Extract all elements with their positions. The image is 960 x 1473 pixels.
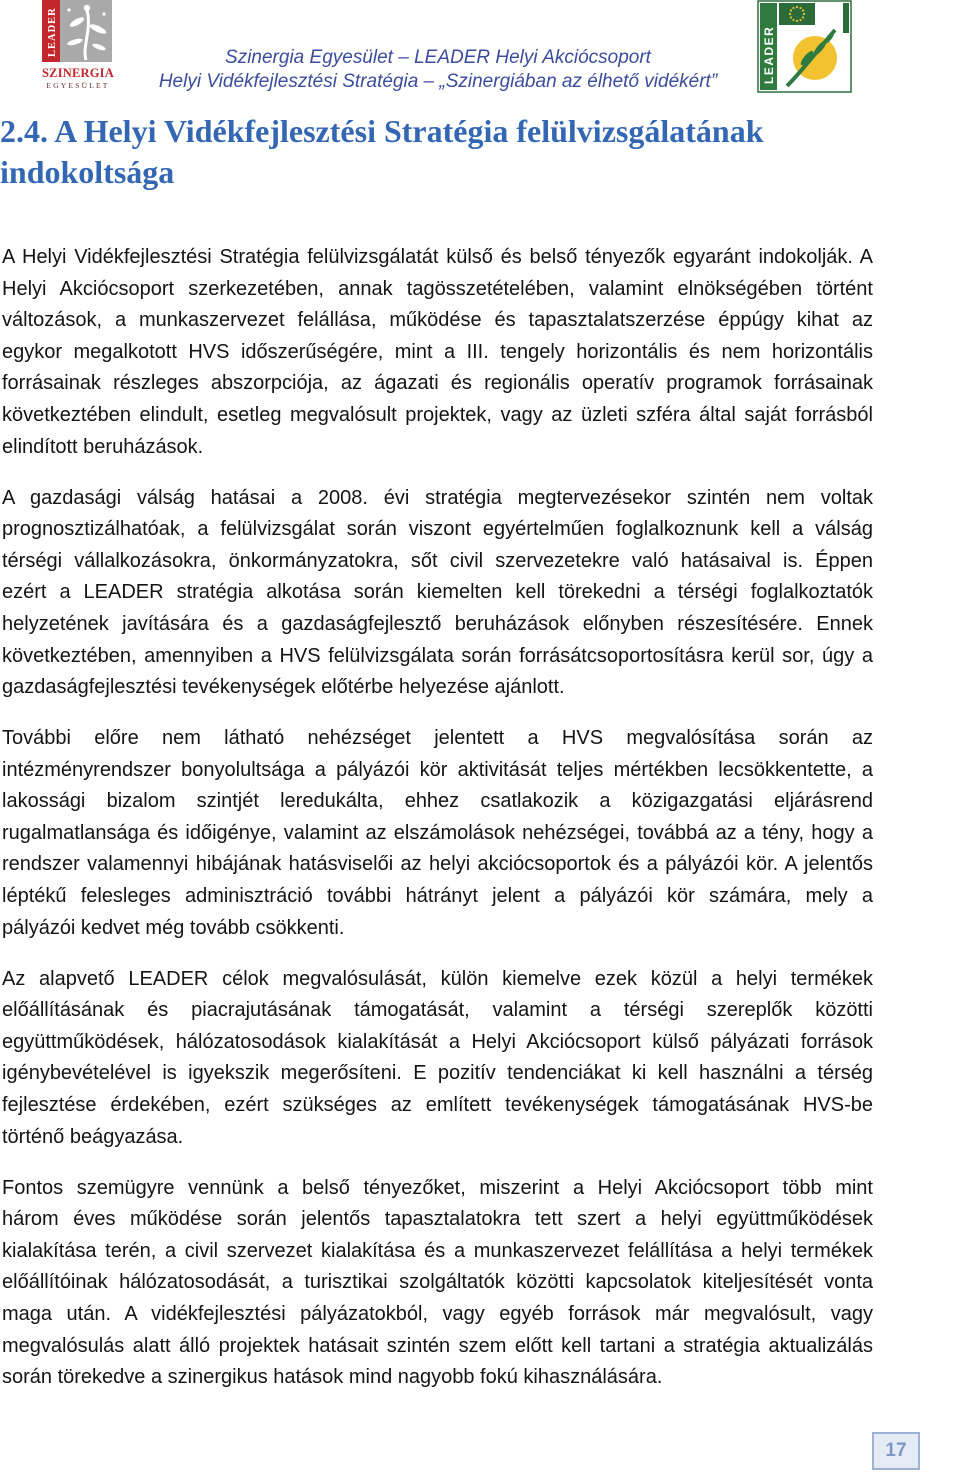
header-title-line-1: Szinergia Egyesület – LEADER Helyi Akciócsoport	[225, 47, 651, 68]
paragraph-line: pályázói kedvet még tovább csökkenti.	[2, 916, 345, 939]
paragraph-line: léptékű felesleges adminisztráció további hátrányt jelent a pályázói kör számára, mely a	[2, 885, 873, 908]
paragraph-line: rendszer valamennyi hibájának hatásviselői az helyi akciócsoportok és a pályázói kör. A jelentős	[2, 853, 873, 876]
paragraph-line: során törekedve a szinergikus hatások mind nagyobb fokú kihasználására.	[2, 1366, 663, 1389]
szinergia-logo	[42, 0, 114, 92]
paragraph	[2, 964, 873, 1154]
paragraph-line: fejlesztése érdekében, ezért szükséges az említett tevékenységek támogatásának HVS-be	[2, 1094, 873, 1117]
paragraph-line: További előre nem látható nehézséget jelentett a HVS megvalósítása során az	[2, 727, 873, 750]
paragraph-line: maga után. A vidékfejlesztési pályázatokból, vagy egyéb források már megvalósult, vagy	[2, 1302, 873, 1325]
paragraph-line: A Helyi Vidékfejlesztési Stratégia felülvizsgálatát külső és belső tényezők egyaránt indokolják. A	[2, 246, 873, 268]
paragraph-line: rugalmatlansága és időigénye, valamint az elszámolások nehézségei, továbbá az a tény, hogy a	[2, 821, 873, 844]
paragraph-line: Az alapvető LEADER célok megvalósulását, külön kiemelve ezek közül a helyi termékek	[2, 967, 873, 990]
paragraph	[2, 242, 873, 463]
paragraph-line: helyzetének javítására és a gazdaságfejlesztő beruházások előnyben részesítésére. Ennek	[2, 612, 873, 635]
paragraph-line: igénybevételével is igyekszik megerősíteni. E pozitív tendenciákat ki kell használni a térség	[2, 1062, 873, 1085]
paragraph-line: térségi vállalkozásokra, önkormányzatokra, sőt civil szervezetekre való hatásaival is. Éppen	[2, 549, 873, 572]
page-number: 17	[885, 1440, 907, 1461]
paragraph	[2, 723, 873, 944]
paragraph-line: megvalósulás alatt álló projektek hatásait szintén szem előtt kell tartani a stratégia aktualizálás	[2, 1334, 873, 1357]
paragraph-line: három éves működése során jelentős tapasztalatokra tett szert a helyi együttműködések	[2, 1208, 873, 1231]
header-title-line-2: Helyi Vidékfejlesztési Stratégia – „Szinergiában az élhető vidékért”	[158, 71, 718, 92]
paragraph-line: történő beágyazása.	[2, 1125, 184, 1148]
organization-type: EGYESÜLET	[46, 80, 110, 90]
section-heading-line: indokoltsága	[0, 153, 175, 190]
organization-name: SZINERGIA	[42, 66, 114, 80]
paragraph-line: előállításának és piacrajutásának támogatását, valamint a térségi szereplők közötti	[2, 999, 873, 1022]
paragraph-line: következtében elindult, esetleg megvalósult projektek, vagy az üzleti szféra által saját forrásból	[2, 403, 873, 426]
leader-logo-text: LEADER	[762, 25, 776, 84]
paragraph-line: változások, a munkaszervezet felállása, működése és tapasztalatszerzése éppúgy kihat az	[2, 309, 873, 332]
paragraph-line: A gazdasági válság hatásai a 2008. évi stratégia megtervezésekor szintén nem voltak	[2, 486, 873, 509]
paragraph-line: Helyi Akciócsoport szerkezetében, annak tagösszetételében, valamint elnökségében történt	[2, 277, 873, 300]
paragraph-line: együttműködések, hálózatosodások kialakítását a Helyi Akciócsoport külső pályázati források	[2, 1030, 873, 1053]
paragraph	[2, 483, 873, 704]
paragraph-line: gazdaságfejlesztési tevékenységek előtérbe helyezése ajánlott.	[2, 676, 565, 699]
paragraph-line: forrásainak részleges abszorpciója, az ágazati és regionális operatív programok forrásainak	[2, 372, 873, 395]
paragraph	[2, 1173, 873, 1394]
szinergia-emblem-icon	[42, 0, 112, 62]
page-number-box	[872, 1432, 920, 1470]
section-heading	[0, 111, 900, 193]
paragraph-line: lakossági bizalom szintjét leredukálta, ehhez csatlakozik a közigazgatási eljárásrend	[2, 790, 873, 813]
paragraph-line: kialakítása terén, a civil szervezet kialakítása és a munkaszervezet felállítása a helyi termékek	[2, 1239, 873, 1262]
paragraph-line: prognosztizálhatóak, a felülvizsgálat során viszont egyértelműen foglalkoznunk kell a válság	[2, 518, 873, 541]
paragraph-line: előállítóinak hálózatosodását, a turisztikai szolgáltatók közötti kapcsolatok kiteljesítését vonta	[2, 1271, 873, 1294]
paragraph-line: ezért a LEADER stratégia alkotása során kiemelten kell törekedni a térségi foglalkoztatók	[2, 581, 873, 604]
section-heading-line: 2.4. A Helyi Vidékfejlesztési Stratégia felülvizsgálatának	[0, 112, 764, 149]
logo-leader-text: LEADER	[47, 7, 58, 57]
paragraph-line: egykor megalkotott HVS időszerűségére, mint a III. tengely horizontális és nem horizontális	[2, 340, 873, 363]
paragraph-line: következtében, amennyiben a HVS felülvizsgálata során forrásátcsoportosításra kerül sor, úgy a	[2, 644, 873, 667]
leader-logo	[757, 0, 852, 93]
header-titles	[138, 46, 738, 94]
paragraph-line: elindított beruházások.	[2, 435, 204, 458]
paragraph-line: Fontos szemügyre vennünk a belső tényezőket, miszerint a Helyi Akciócsoport több mint	[2, 1176, 873, 1199]
paragraph-line: intézményrendszer bonyolultsága a pályázói kör aktivitását teljes mértékben lecsökkentette, a	[2, 758, 873, 781]
body-text	[2, 242, 873, 1413]
